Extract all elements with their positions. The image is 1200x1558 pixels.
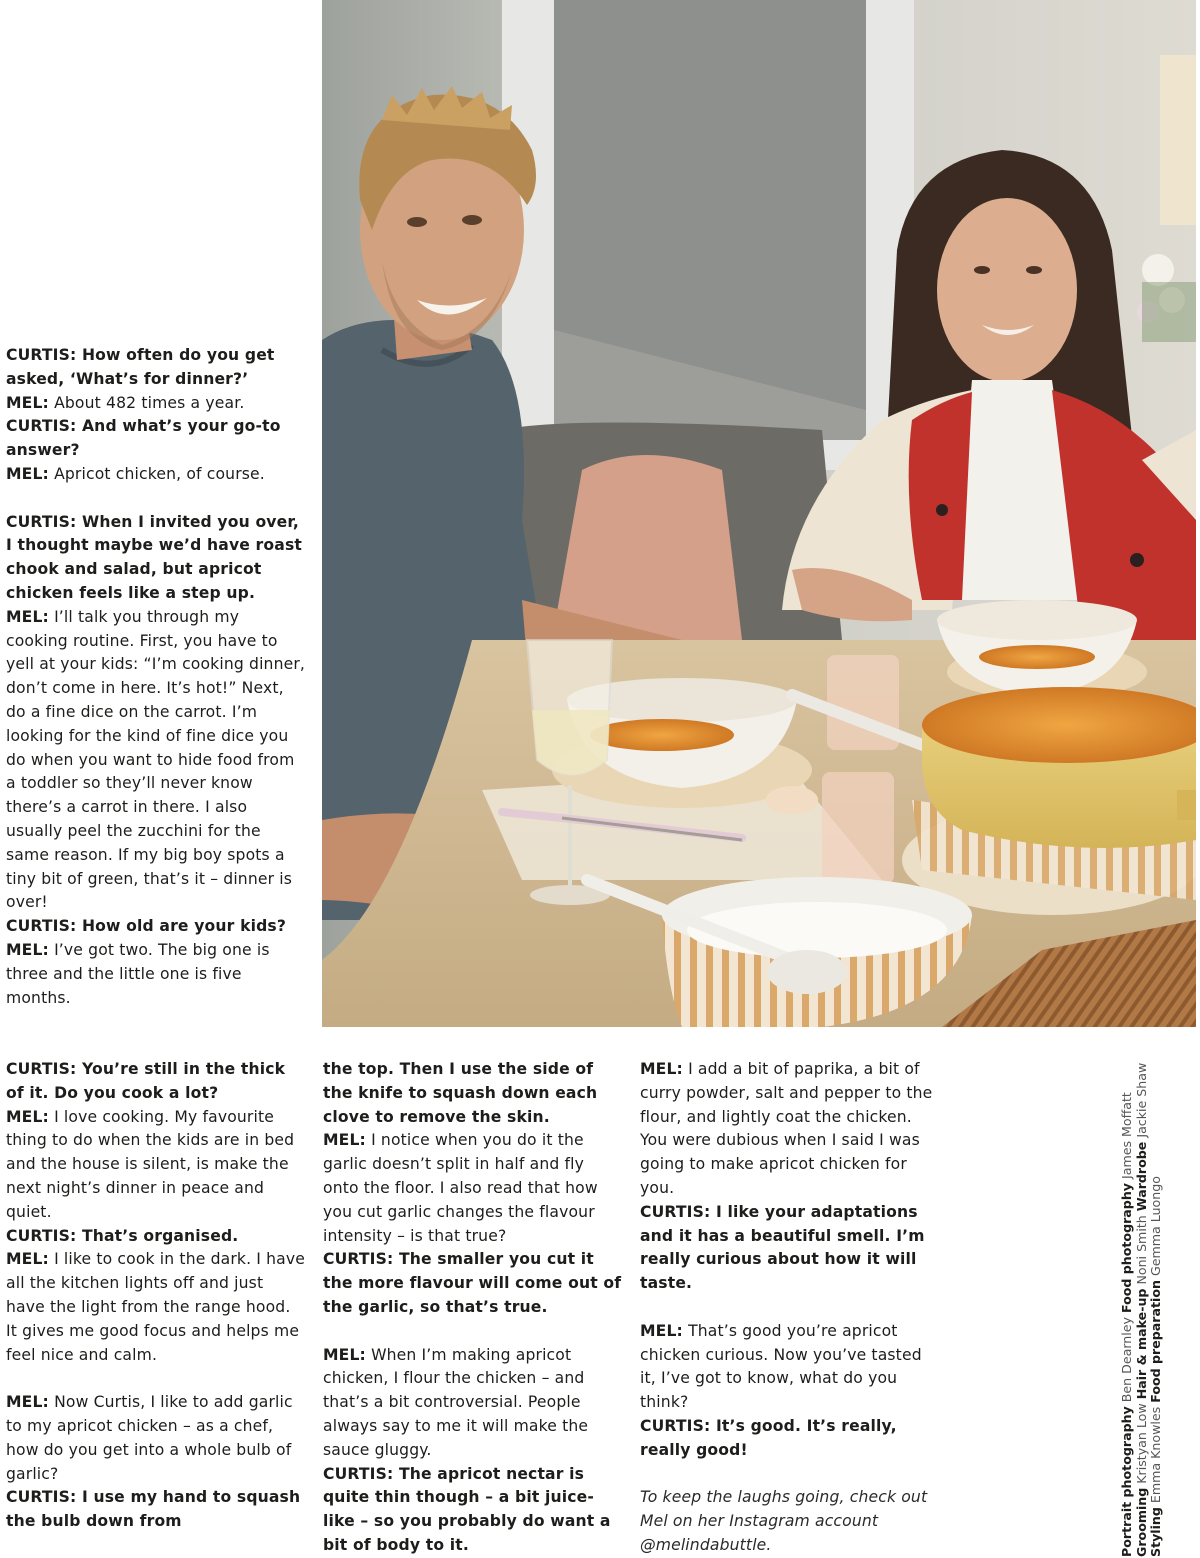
paragraph-gap bbox=[323, 1320, 623, 1344]
dialogue-line: CURTIS: That’s organised. bbox=[6, 1226, 239, 1245]
paragraph-gap bbox=[640, 1296, 940, 1320]
dialogue-line: CURTIS: I like your adaptations and it has a beautiful smell. I’m really curious about how it will taste. bbox=[640, 1202, 925, 1293]
dialogue-line: MEL: I’ve got two. The big one is three and the little one is five months. bbox=[6, 940, 270, 1007]
paragraph-gap bbox=[6, 1367, 306, 1391]
dialogue-line: MEL: I notice when you do it the garlic doesn’t split in half and fly onto the floor. I also read that how you cut garlic changes the flavour intensity – is that true? bbox=[323, 1131, 598, 1245]
dialogue-line: MEL: I add a bit of paprika, a bit of curry powder, salt and pepper to the flour, and lightly coat the chicken. You were dubious when I said I was going to make apricot chicken for you. bbox=[640, 1060, 933, 1197]
hero-photo bbox=[322, 0, 1196, 1027]
dialogue-line: CURTIS: The apricot nectar is quite thin though – a bit juice-like – so you probably do want a bit of body to it. bbox=[323, 1464, 611, 1554]
dialogue-line: MEL: I’ll talk you through my cooking routine. First, you have to yell at your kids: “I’m cooking dinner, don’t come in here. It’s hot!” Next, do a fine dice on the carrot. I’m looking for the kind of fine dice you do when you want to hide food from a toddler so they’ll never know there’s a carrot in there. I also usually peel the zucchini for the same reason. If my big boy spots a tiny bit of green, that’s it – dinner is over! bbox=[6, 607, 306, 912]
dialogue-line: the top. Then I use the side of the knife to squash down each clove to remove the skin. bbox=[323, 1060, 598, 1126]
dialogue-line: MEL: I love cooking. My favourite thing to do when the kids are in bed and the house is silent, is make the next night’s dinner in peace and quiet. bbox=[6, 1107, 295, 1221]
dialogue-line: CURTIS: The smaller you cut it the more flavour will come out of the garlic, so that’s true. bbox=[323, 1250, 622, 1316]
dialogue-line: CURTIS: It’s good. It’s really, really good! bbox=[640, 1416, 897, 1459]
credits-line-1: Portrait photography Ben Dearnley Food photography James Moffatt bbox=[1119, 1092, 1134, 1557]
dialogue-line: CURTIS: How often do you get asked, ‘What’s for dinner?’ bbox=[6, 346, 275, 388]
dialogue-line: CURTIS: You’re still in the thick of it. Do you cook a lot? bbox=[6, 1060, 286, 1102]
paragraph-gap bbox=[640, 1463, 940, 1487]
dialogue-line: MEL: That’s good you’re apricot chicken curious. Now you’ve tasted it, I’ve got to know, what do you think? bbox=[640, 1321, 922, 1412]
article-column-right bbox=[640, 1058, 940, 1558]
paragraph-gap bbox=[6, 487, 306, 511]
dialogue-line: CURTIS: I use my hand to squash the bulb down from bbox=[6, 1488, 301, 1531]
dialogue-line: MEL: When I’m making apricot chicken, I flour the chicken – and that’s a bit controversial. People always say to me it will make the sauce gluggy. bbox=[323, 1345, 589, 1459]
article-column-left-top bbox=[6, 344, 306, 1010]
photo-illustration bbox=[322, 0, 1196, 1027]
article-column-middle bbox=[323, 1058, 623, 1558]
article-column-left-bottom bbox=[6, 1058, 306, 1534]
dialogue-line: CURTIS: How old are your kids? bbox=[6, 917, 287, 936]
dialogue-line: MEL: Now Curtis, I like to add garlic to my apricot chicken – as a chef, how do you get into a whole bulb of garlic? bbox=[6, 1393, 293, 1483]
dialogue-line: MEL: I like to cook in the dark. I have all the kitchen lights off and just have the light from the range hood. It gives me good focus and helps me feel nice and calm. bbox=[6, 1250, 306, 1364]
credits-line-3: Styling Emma Knowles Food preparation Gemma Luongo bbox=[1148, 1176, 1164, 1557]
credits-line-2: Grooming Kristyan Low Hair & make-up Noni Smith Wardrobe Jackie Shaw bbox=[1133, 1062, 1149, 1557]
dialogue-line: MEL: Apricot chicken, of course. bbox=[6, 464, 265, 483]
photo-credits bbox=[1120, 1037, 1164, 1557]
dialogue-line: CURTIS: And what’s your go-to answer? bbox=[6, 417, 281, 460]
dialogue-line: MEL: About 482 times a year. bbox=[6, 393, 245, 412]
dialogue-line: CURTIS: When I invited you over, I thought maybe we’d have roast chook and salad, but apricot chicken feels like a step up. bbox=[6, 512, 302, 602]
instagram-plug: To keep the laughs going, check out Mel on her Instagram account @melindabuttle. bbox=[640, 1488, 928, 1554]
